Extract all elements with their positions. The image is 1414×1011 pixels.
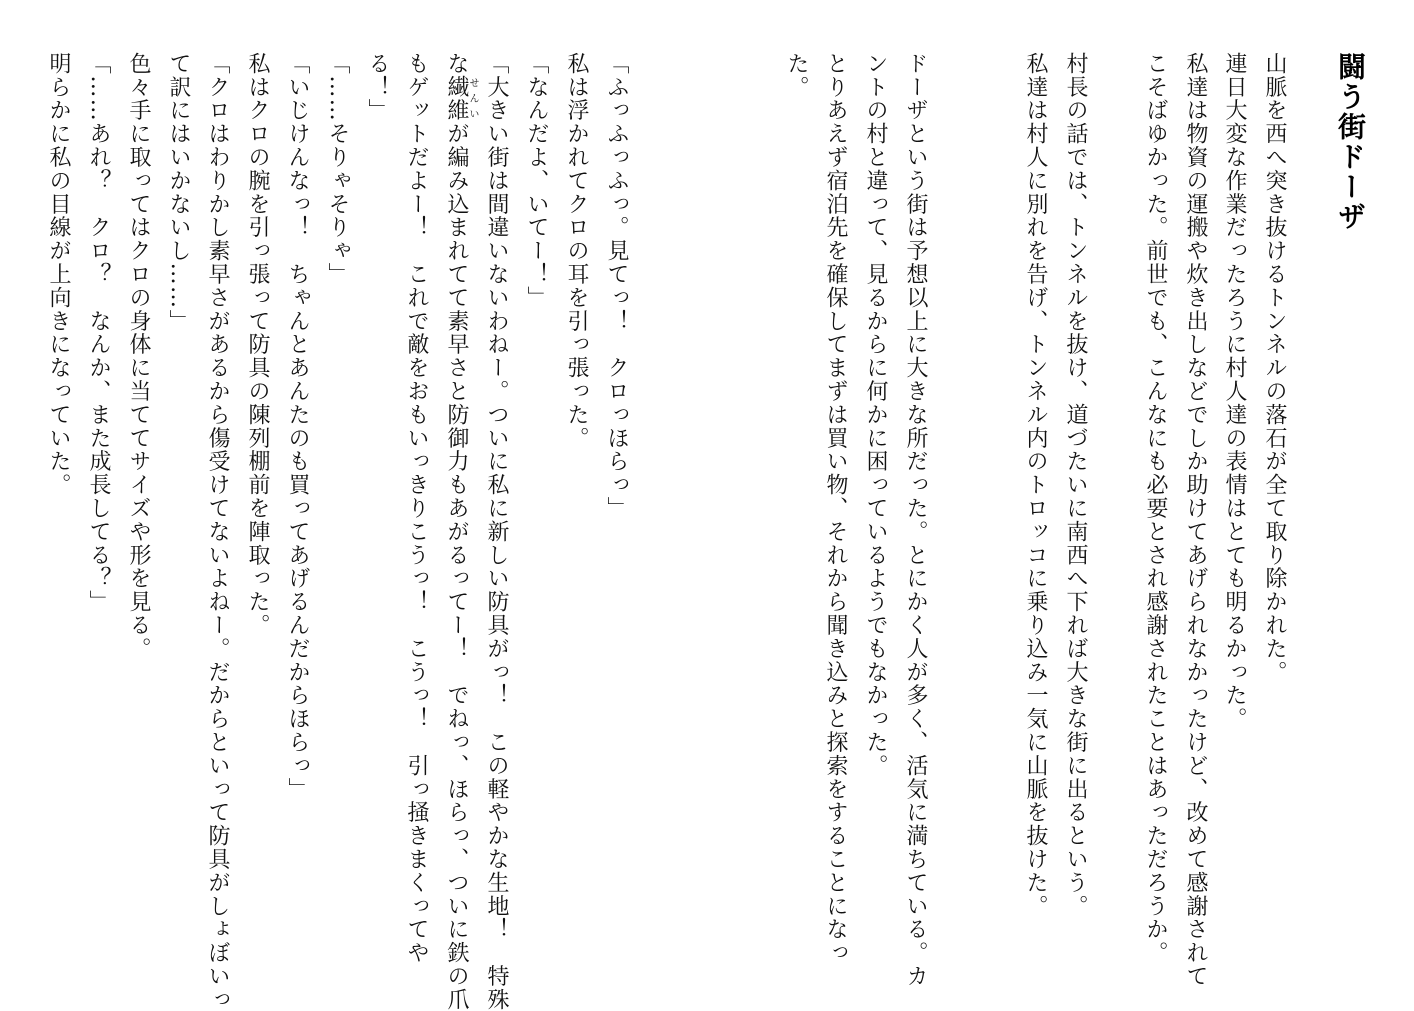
text-line: 私達は物資の運搬や炊き出しなどでしか助けてあげられなかったけど、改めて感謝されて	[1183, 52, 1208, 988]
text-line: 「クロはわりかし素早さがあるから傷受けてないよねー。だからといって防具がしょぼいっ	[205, 52, 230, 1011]
text-line: ントの村と違って、見るからに何かに困っているようでもなかった。	[863, 52, 888, 778]
text-line: こそばゆかった。前世でも、こんなにも必要とされ感謝されたことはあっただろうか。	[1143, 52, 1168, 965]
text-line: 山脈を西へ突き抜けるトンネルの落石が全て取り除かれた。	[1262, 52, 1287, 684]
text-line: て訳にはいかないし……」	[166, 52, 191, 333]
text-line: 私達は村人に別れを告げ、トンネル内のトロッコに乗り込み一気に山脈を抜けた。	[1023, 52, 1048, 918]
text-line: 「いじけんなっ！ ちゃんとあんたのも買ってあげるんだからほらっ」	[285, 52, 310, 801]
text-line: ドーザという街は予想以上に大きな所だった。とにかく人が多く、活気に満ちている。カ	[903, 52, 928, 988]
text-line: 「ふっふっふっ。見てっ！ クロっほらっ」	[604, 52, 629, 520]
text-line: な繊維せんいが編み込まれてて素早さと防御力もあがるってー！ でねっ、ほらっ、ついに鉄の爪	[444, 52, 478, 1011]
text-line: 私はクロの腕を引っ張って防具の陳列棚前を陣取った。	[245, 52, 270, 637]
text-line: 「……そりゃそりゃ」	[325, 52, 350, 286]
text-line: 「……あれ？ クロ？ なんか、また成長してる？」	[86, 52, 111, 614]
text-line: 「なんだよ、いてー！」	[524, 52, 549, 310]
text-line: 私は浮かれてクロの耳を引っ張った。	[564, 52, 589, 450]
text-line: 「大きい街は間違いないわねー。ついに私に新しい防具がっ！ この軽やかな生地！ 特殊	[484, 52, 509, 1011]
furigana-reading: せんい	[467, 75, 478, 123]
text-line: た。	[784, 52, 809, 99]
text-line: 連日大変な作業だったろうに村人達の表情はとても明るかった。	[1222, 52, 1247, 731]
chapter-title: 闘う街ドーザ	[1334, 52, 1367, 232]
text-line: とりあえず宿泊先を確保してまずは買い物、それから聞き込みと探索をすることになっ	[823, 52, 848, 965]
text-line: 村長の話では、トンネルを抜け、道づたいに南西へ下れば大きな街に出るという。	[1063, 52, 1088, 918]
text-line: る！」	[365, 52, 390, 123]
furigana-word: 繊維せんい	[444, 75, 478, 123]
text-line: 明らかに私の目線が上向きになっていた。	[46, 52, 71, 497]
text-line: もゲットだよー！ これで敵をおもいっきりこうっ！ こうっ！ 引っ掻きまくってや	[404, 52, 429, 965]
text-line: 色々手に取ってはクロの身体に当ててサイズや形を見る。	[126, 52, 151, 661]
